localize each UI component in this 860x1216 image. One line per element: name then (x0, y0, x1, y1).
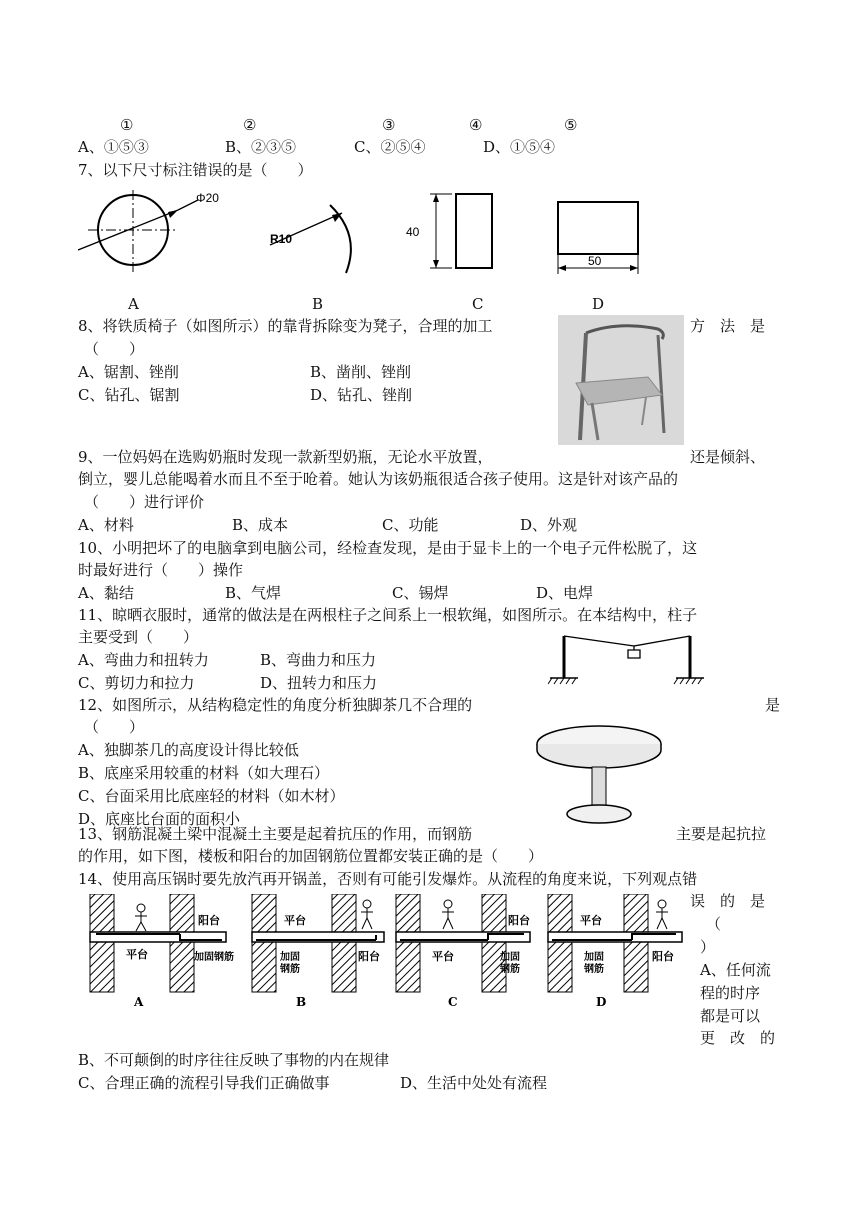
q14-side-2: （ (706, 915, 722, 933)
beam-c-rebar-2: 钢筋 (500, 964, 520, 975)
beam-b-label: B (296, 995, 307, 1009)
beam-c-balcony: 阳台 (508, 914, 530, 927)
q7-figure-a (78, 190, 228, 280)
clothesline-diagram (548, 628, 720, 688)
q6-circled-4: ④ (469, 116, 483, 134)
q6-option-c: C、②⑤④ (354, 138, 426, 156)
q10-option-a: A、黏结 (78, 584, 134, 602)
q14-side-5: 程的时序 (700, 984, 761, 1002)
q11-option-a: A、弯曲力和扭转力 (78, 651, 209, 669)
q10-option-b: B、气焊 (225, 584, 282, 602)
q14-line1: 14、使用高压锅时要先放汽再开锅盖，否则有可能引发爆炸。从流程的角度来说，下列观点错 (78, 870, 698, 888)
beam-a-rebar: 加固钢筋 (194, 952, 234, 963)
q6-circled-5: ⑤ (564, 116, 578, 134)
q6-option-d: D、①⑤④ (483, 138, 556, 156)
q14-side-7: 更 改 的 (700, 1029, 776, 1047)
q12-option-b: B、底座采用较重的材料（如大理石） (78, 764, 330, 782)
beam-a-balcony: 阳台 (198, 914, 220, 927)
q13-line1: 13、钢筋混凝土梁中混凝土主要是起着抗压的作用，而钢筋 (78, 825, 473, 843)
q10-option-d: D、电焊 (536, 584, 594, 602)
q8-paren: （ ） (84, 340, 145, 358)
beam-d-label: D (596, 995, 607, 1009)
q9-option-a: A、材料 (78, 516, 134, 534)
q14-side-3: ） (700, 938, 716, 956)
q6-option-b: B、②③⑤ (225, 138, 297, 156)
q7-label-b: B (312, 295, 324, 313)
q12-stem: 12、如图所示，从结构稳定性的角度分析独脚茶几不合理的 (78, 696, 473, 714)
beam-d-platform: 平台 (580, 914, 602, 927)
q7-label-c: C (472, 295, 484, 313)
beam-b-balcony: 阳台 (358, 950, 380, 963)
q13-line2: 的作用，如下图，楼板和阳台的加固钢筋位置都安装正确的是（ ） (78, 847, 544, 865)
q14-side-6: 都是可以 (700, 1007, 761, 1025)
q8-stem-right: 方 法 是 (690, 317, 766, 335)
q7-dim-h: 40 (406, 225, 420, 239)
q7-dim-r: R10 (270, 232, 293, 246)
q13-line1-right: 主要是起抗拉 (676, 825, 767, 843)
q12-option-a: A、独脚茶几的高度设计得比较低 (78, 741, 299, 759)
q14-option-c: C、合理正确的流程引导我们正确做事 (78, 1074, 330, 1092)
q11-option-b: B、弯曲力和压力 (260, 651, 377, 669)
beam-diagram-b (244, 894, 394, 1014)
q7-label-d: D (592, 295, 605, 313)
beam-d-rebar-1: 加固 (584, 952, 604, 963)
q14-side-4: A、任何流 (700, 961, 771, 979)
q7-figure-b (266, 195, 366, 275)
q8-option-c: C、钻孔、锯割 (78, 386, 180, 404)
beam-c-label: C (448, 995, 458, 1009)
beam-c-rebar-1: 加固 (500, 952, 520, 963)
q12-option-c: C、台面采用比底座轻的材料（如木材） (78, 787, 345, 805)
q6-circled-2: ② (243, 116, 257, 134)
beam-diagram-a (86, 894, 236, 1014)
q8-option-d: D、钻孔、锉削 (310, 386, 413, 404)
q14-option-b: B、不可颠倒的时序往往反映了事物的内在规律 (78, 1051, 390, 1069)
beam-b-rebar-1: 加固 (280, 952, 300, 963)
q9-line3: （ ）进行评价 (84, 493, 205, 511)
q6-circled-1: ① (120, 116, 134, 134)
q9-option-b: B、成本 (232, 516, 289, 534)
q8-stem: 8、将铁质椅子（如图所示）的靠背拆除变为凳子，合理的加工 (78, 317, 493, 335)
q12-stem-right: 是 (765, 696, 781, 714)
beam-d-balcony: 阳台 (652, 950, 674, 963)
q11-line2: 主要受到（ ） (78, 628, 199, 646)
q7-dim-phi: Φ20 (196, 191, 219, 205)
q7-label-a: A (128, 295, 139, 313)
q10-line1: 10、小明把坏了的电脑拿到电脑公司，经检查发现，是由于显卡上的一个电子元件松脱了，这 (78, 539, 698, 557)
beam-c-platform: 平台 (432, 950, 454, 963)
beam-a-platform: 平台 (126, 948, 148, 961)
beam-b-platform: 平台 (284, 914, 306, 927)
q10-line2: 时最好进行（ ）操作 (78, 561, 244, 579)
q9-option-c: C、功能 (382, 516, 439, 534)
q11-option-d: D、扭转力和压力 (260, 674, 378, 692)
q14-side-1: 误 的 是 (690, 892, 766, 910)
q7-dim-w: 50 (588, 254, 602, 268)
beam-diagram-d (544, 894, 694, 1014)
q12-paren: （ ） (84, 718, 145, 736)
q14-option-d: D、生活中处处有流程 (400, 1074, 548, 1092)
q9-option-d: D、外观 (520, 516, 578, 534)
q7-stem: 7、以下尺寸标注错误的是（ ） (78, 161, 313, 179)
q12-option-d: D、底座比台面的面积小 (78, 810, 241, 828)
q10-option-c: C、锡焊 (392, 584, 449, 602)
beam-a-label: A (134, 995, 144, 1009)
q11-option-c: C、剪切力和拉力 (78, 674, 195, 692)
chair-image (558, 315, 684, 445)
q7-figure-c (400, 190, 500, 275)
q8-option-a: A、锯割、锉削 (78, 363, 179, 381)
q6-option-a: A、①⑤③ (78, 138, 149, 156)
table-diagram (534, 722, 664, 830)
q6-circled-3: ③ (382, 116, 396, 134)
beam-diagram-c (392, 894, 542, 1014)
q9-line1: 9、一位妈妈在选购奶瓶时发现一款新型奶瓶，无论水平放置， (78, 448, 493, 466)
q9-line1-right: 还是倾斜、 (690, 448, 766, 466)
q9-line2: 倒立，婴儿总能喝着水而且不至于呛着。她认为该奶瓶很适合孩子使用。这是针对该产品的 (78, 470, 679, 488)
q11-line1: 11、晾晒衣服时，通常的做法是在两根柱子之间系上一根软绳，如图所示。在本结构中，柱子 (78, 606, 698, 624)
q8-option-b: B、凿削、锉削 (310, 363, 412, 381)
beam-b-rebar-2: 钢筋 (280, 964, 300, 975)
beam-d-rebar-2: 钢筋 (584, 964, 604, 975)
q7-figure-d (552, 198, 647, 278)
